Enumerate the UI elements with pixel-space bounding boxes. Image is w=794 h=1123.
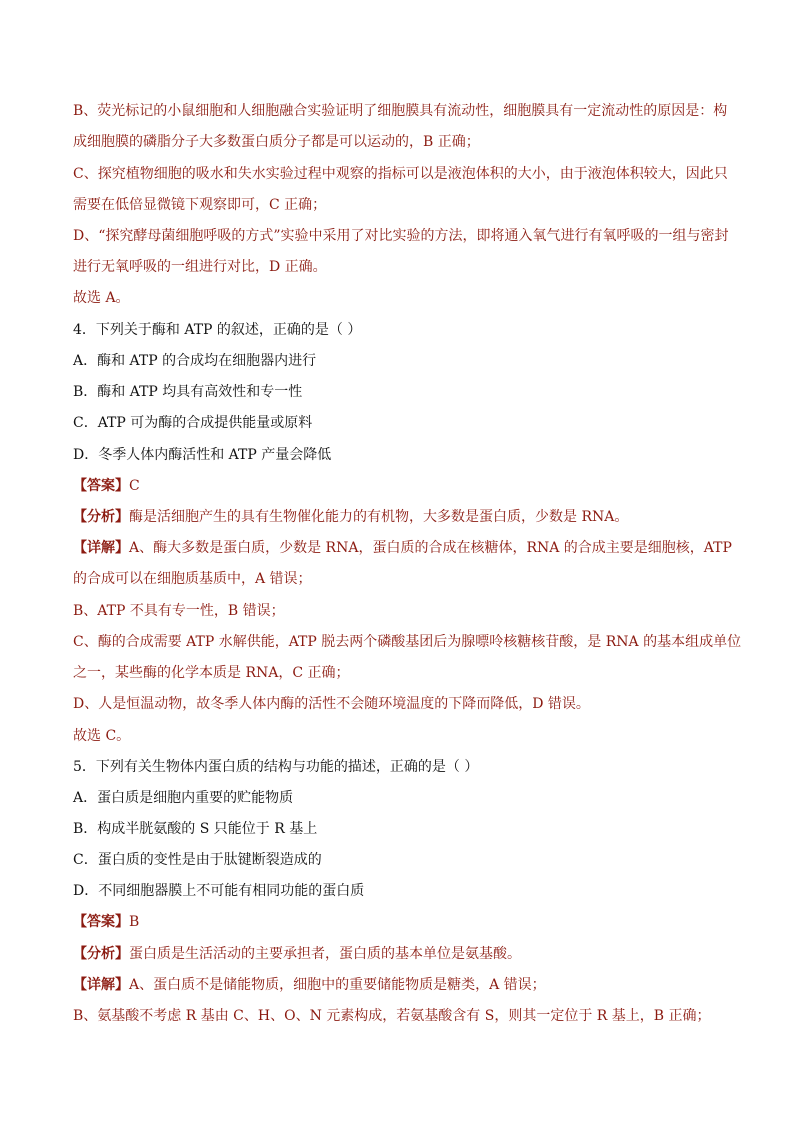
prev-explanation-line: 进行无氧呼吸的一组进行对比，D 正确。 <box>73 259 327 275</box>
q4-answer-line <box>73 477 723 495</box>
prev-explanation-line: 成细胞膜的磷脂分子大多数蛋白质分子都是可以运动的，B 正确； <box>73 134 480 150</box>
q4-detail-line: B、ATP 不具有专一性，B 错误； <box>73 603 285 619</box>
prev-explanation-line: 需要在低倍显微镜下观察即可，C 正确； <box>73 197 327 213</box>
q5-answer-line <box>73 913 723 931</box>
prev-explanation-line: D、“探究酵母菌细胞呼吸的方式”实验中采用了对比实验的方法，即将通入氧气进行有氧呼吸的一组与密封 <box>73 228 729 244</box>
q4-analysis-tag: 【分析】 <box>73 509 129 525</box>
q5-analysis: 蛋白质是生活活动的主要承担者，蛋白质的基本单位是氨基酸。 <box>129 946 521 962</box>
q5-stem: 5．下列有关生物体内蛋白质的结构与功能的描述，正确的是（ ） <box>73 759 479 775</box>
q4-option-a: A．酶和 ATP 的合成均在细胞器内进行 <box>73 353 317 369</box>
q4-answer-tag: 【答案】 <box>73 478 129 494</box>
prev-explanation-line: B、荧光标记的小鼠细胞和人细胞融合实验证明了细胞膜具有流动性，细胞膜具有一定流动性的原因是：构 <box>73 103 728 119</box>
q4-analysis: 酶是活细胞产生的具有生物催化能力的有机物，大多数是蛋白质，少数是 RNA。 <box>129 509 629 525</box>
q5-option-a: A．蛋白质是细胞内重要的贮能物质 <box>73 790 294 806</box>
q5-option-c: C．蛋白质的变性是由于肽键断裂造成的 <box>73 852 322 868</box>
q4-detail-line: 的合成可以在细胞质基质中，A 错误； <box>73 571 312 587</box>
q5-option-d: D．不同细胞器膜上不可能有相同功能的蛋白质 <box>73 883 365 899</box>
q4-detail-line: D、人是恒温动物，故冬季人体内酶的活性不会随环境温度的下降而降低，D 错误。 <box>73 696 590 712</box>
q4-option-b: B．酶和 ATP 均具有高效性和专一性 <box>73 384 303 400</box>
q5-answer-tag: 【答案】 <box>73 914 129 930</box>
q4-answer: C <box>129 478 140 494</box>
q4-detail-line <box>73 539 732 557</box>
q4-detail-first: A、酶大多数是蛋白质，少数是 RNA，蛋白质的合成在核糖体，RNA 的合成主要是细胞核，ATP <box>129 540 732 556</box>
q4-conclusion: 故选 C。 <box>73 728 131 744</box>
q5-answer: B <box>129 914 140 930</box>
q4-detail-line: 之一，某些酶的化学本质是 RNA，C 正确； <box>73 665 350 681</box>
q5-detail-line: B、氨基酸不考虑 R 基由 C、H、O、N 元素构成，若氨基酸含有 S，则其一定位于 R 基上，B 正确； <box>73 1008 711 1024</box>
q5-detail-tag: 【详解】 <box>73 977 129 993</box>
q5-detail-line <box>73 976 723 994</box>
q5-analysis-line <box>73 945 723 963</box>
q4-detail-line: C、酶的合成需要 ATP 水解供能，ATP 脱去两个磷酸基团后为腺嘌呤核糖核苷酸，是 RNA 的基本组成单位 <box>73 634 742 650</box>
q4-analysis-line <box>73 508 723 526</box>
prev-explanation-line: C、探究植物细胞的吸水和失水实验过程中观察的指标可以是液泡体积的大小，由于液泡体积较大，因此只 <box>73 166 728 182</box>
q5-analysis-tag: 【分析】 <box>73 946 129 962</box>
q5-detail-first: A、蛋白质不是储能物质，细胞中的重要储能物质是糖类，A 错误； <box>129 977 546 993</box>
q4-option-d: D．冬季人体内酶活性和 ATP 产量会降低 <box>73 447 332 463</box>
q4-option-c: C．ATP 可为酶的合成提供能量或原料 <box>73 415 313 431</box>
prev-conclusion: 故选 A。 <box>73 290 130 306</box>
q4-stem: 4．下列关于酶和 ATP 的叙述，正确的是（ ） <box>73 322 362 338</box>
q5-option-b: B．构成半胱氨酸的 S 只能位于 R 基上 <box>73 821 318 837</box>
q4-detail-tag: 【详解】 <box>73 540 129 556</box>
